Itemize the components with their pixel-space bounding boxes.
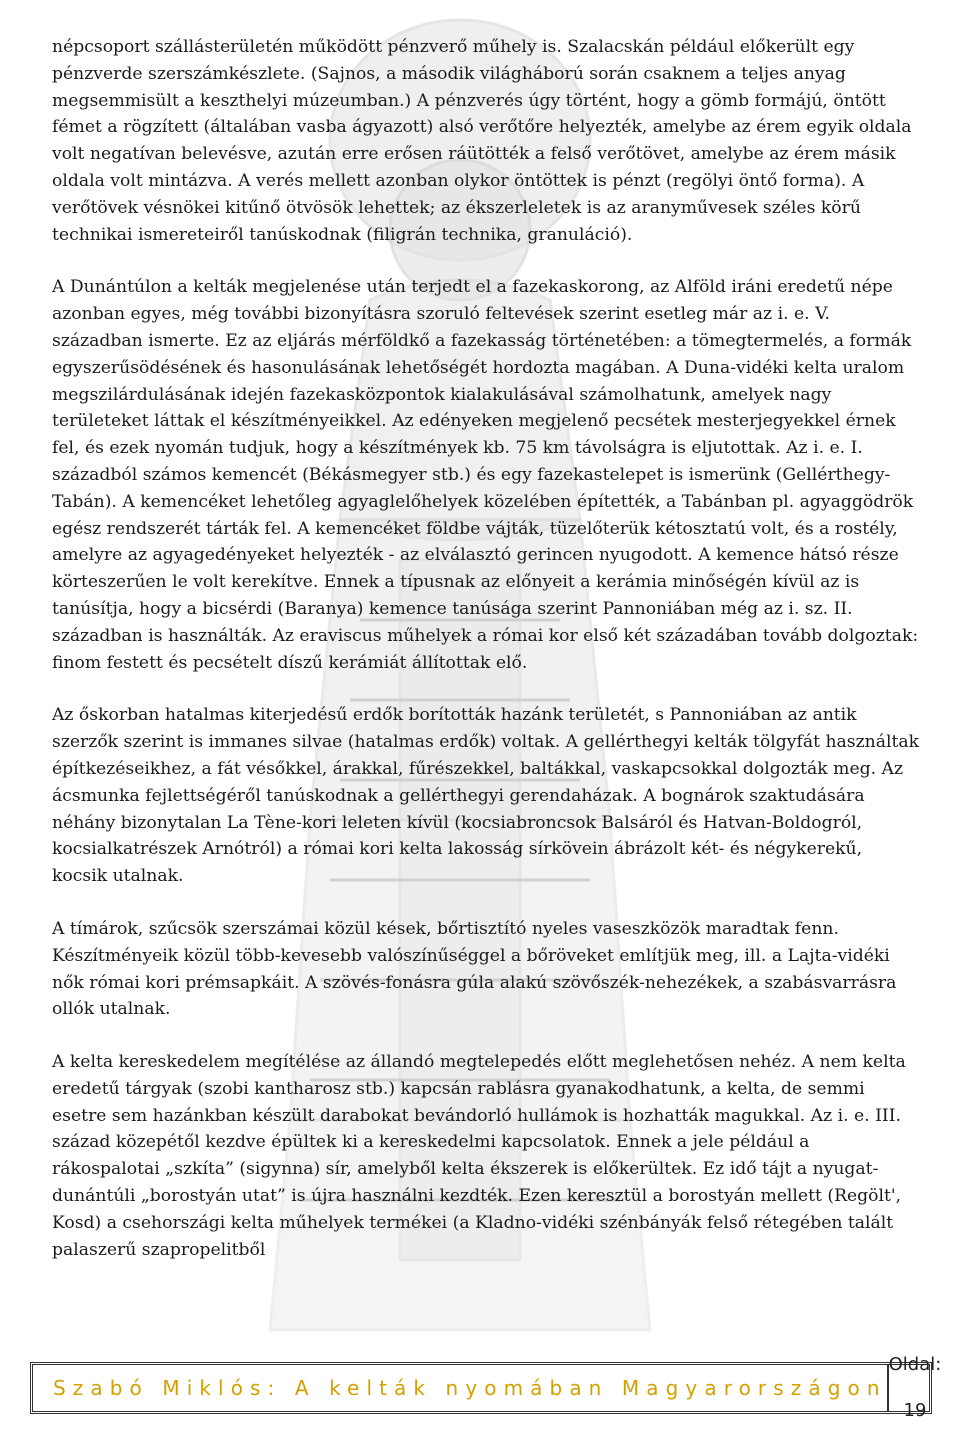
paragraph-pottery: A Dunántúlon a kelták megjelenése után terjedt el a fazekaskorong, az Alföld iráni eredetű népe azonban egyes, még további bizonyításra szoruló feltevések szerint esetleg már az i. e. V. században ismerte. Ez az eljárás mérföldkő a fazekasság történetében: a tömegtermelés, a formák egyszerűsödésének és hasonulásának lehetőségét hordozta magában. A Duna-vidéki kelta uralom megszilárdulásának idején fazekasközpontok kialakulásával számolhatunk, amelyek nagy területeket láttak el készítményeikkel. Az edényeken megjelenő pecsétek mesterjegyekkel érnek fel, és ezek nyomán tudjuk, hogy a készítmények kb. 75 km távolságra is eljutottak. Az i. e. I. századból számos kemencét (Békásmegyer stb.) és egy fazekastelepet is ismerünk (Gellérthegy-Tabán). A kemencéket lehetőleg agyaglelőhelyek közelében építették, a Tabánban pl. agyaggödrök egész rendszerét tárták fel. A kemencéket földbe vájták, tüzelőterük kétosztatú volt, és a rostély, amelyre az agyagedényeket helyezték - az elválasztó gerincen nyugodott. A kemence hátsó része körteszerűen le volt kerekítve. Ennek a típusnak az előnyeit a kerámia minőségén kívül az is tanúsítja, hogy a bicsérdi (Baranya) kemence tanúsága szerint Pannoniában még az i. sz. II. században is használták. Az eraviscus műhelyek a római kor első két századában tovább dolgoztak: finom festett és pecsételt díszű kerámiát állítottak elő. (52, 277, 919, 673)
paragraph-minting: népcsoport szállásterületén működött pénzverő műhely is. Szalacskán például előkerült egy pénzverde szerszámkészlete. (Sajnos, a második világháború során csaknem a teljes anyag megsemmisült a keszthelyi múzeumban.) A pénzverés úgy történt, hogy a gömb formájú, öntött fémet a rögzített (általában vasba ágyazott) alsó verőtőre helyezték, amelybe az érem egyik oldala volt negatívan belevésve, azután erre erősen ráütötték a felső verőtövet, amelybe az érem másik oldala volt mintázva. A verés mellett azonban olykor öntöttek is pénzt (regölyi öntő forma). A verőtövek vésnökei kitűnő ötvösök lehettek; az ékszerleletek is az aranyművesek széles körű technikai ismereteiről tanúskodnak (filigrán technika, granuláció). (52, 37, 912, 245)
document-body (52, 34, 922, 1289)
paragraph-leatherwork: A tímárok, szűcsök szerszámai közül kések, bőrtisztító nyeles vaseszközök maradtak fenn. Készítményeik közül több-kevesebb valószínűséggel a bőröveket említjük meg, ill. a Lajta-vidéki nők római kori prémsapkáit. A szövés-fonásra gúla alakú szövőszék-nehezékek, a szabásvarrásra ollók utalnak. (52, 918, 897, 1020)
paragraph-trade: A kelta kereskedelem megítélése az állandó megtelepedés előtt meglehetősen nehéz. A nem kelta eredetű tárgyak (szobi kantharosz stb.) kapcsán rablásra gyanakodhatunk, a kelta, de semmi esetre sem hazánkban készült darabokat bevándorló hullámok is hozhatták magukkal. Az i. e. III. század közepétől kezdve épültek ki a kereskedelmi kapcsolatok. Ennek a jele például a rákospalotai „szkíta” (sigynna) sír, amelyből kelta ékszerek is előkerültek. Ez idő tájt a nyugat-dunántúli „borostyán utat” is újra használni kezdték. Ezen keresztül a borostyán mellett (Regölt', Kosd) a csehországi kelta műhelyek termékei (a Kladno-vidéki szénbányák felső rétegében talált palaszerű szapropelitből (52, 1052, 906, 1260)
paragraph-woodwork: Az őskorban hatalmas kiterjedésű erdők borították hazánk területét, s Pannoniában az antik szerzők szerint is immanes silvae (hatalmas erdők) voltak. A gellérthegyi kelták tölgyfát használtak építkezéseikhez, a fát vésőkkel, árakkal, fűrészekkel, baltákkal, vaskapcsokkal dolgozták meg. Az ácsmunka fejlettségéről tanúskodnak a gellérthegyi gerendaházak. A bognárok szaktudására néhány bizonytalan La Tène-kori leleten kívül (kocsiabroncsok Balsáról és Hatvan-Boldogról, kocsialkatrészek Arnótról) a római kori kelta lakosság sírkövein ábrázolt két- és négykerekű, kocsik utalnak. (52, 705, 920, 887)
page-footer (30, 1354, 942, 1421)
page-number: Oldal: 19 (888, 1354, 942, 1421)
footer-title: Szabó Miklós: A kelták nyomában Magyarországon (33, 1365, 889, 1411)
